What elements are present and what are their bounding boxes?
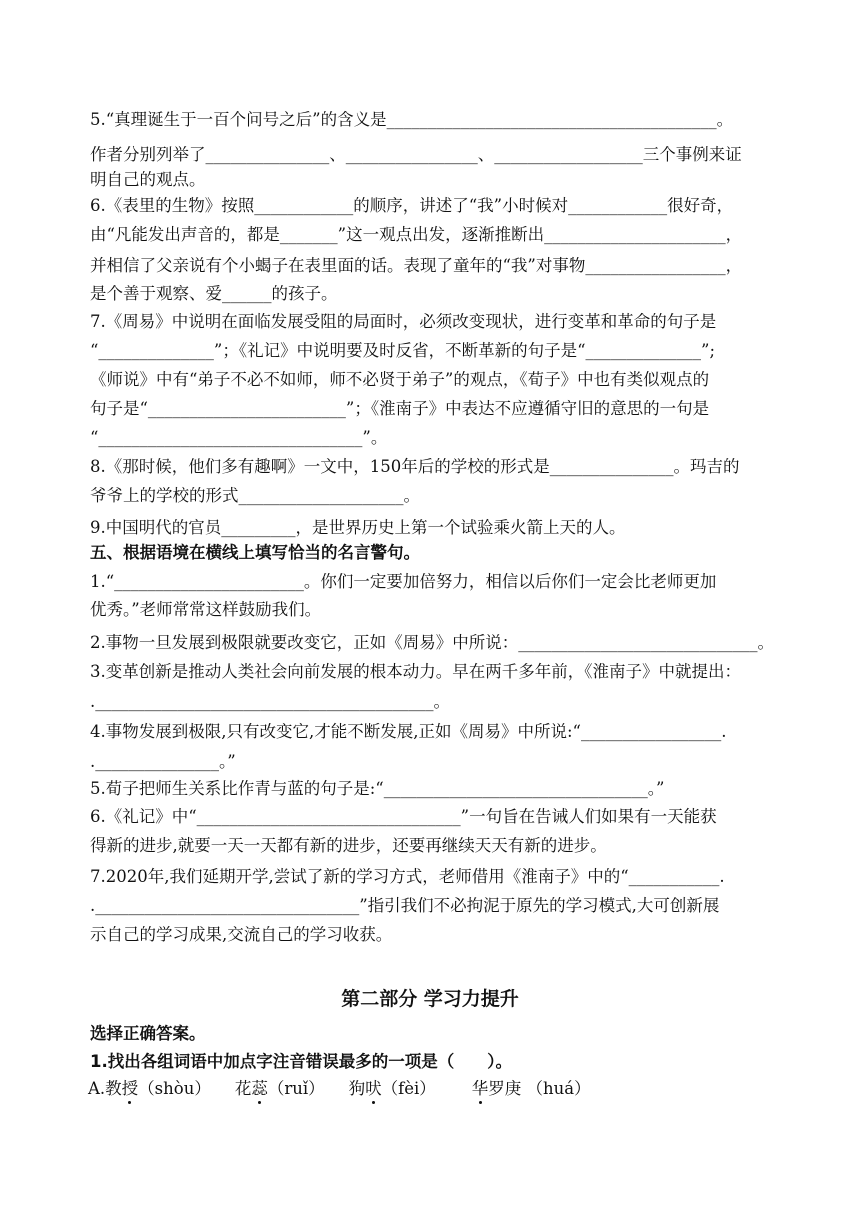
q7-line2: “______________”；《礼记》中说明要及时反省，不断革新的句子是“______________”; — [90, 341, 716, 360]
q7-line5: “________________________________”。 — [90, 428, 388, 447]
q6-line3: 并相信了父亲说有个小蝎子在表里面的话。表现了童年的“我”对事物_________________， — [90, 256, 743, 275]
q8-line2: 爷爷上的学校的形式____________________。 — [90, 486, 420, 505]
q7-line3: 《师说》中有“弟子不必不如师，师不必贤于弟子”的观点，《荀子》中也有类似观点的 — [90, 370, 710, 389]
part-two-title: 第二部分 学习力提升 — [341, 988, 519, 1010]
s5-q3-line2: ._________________________________________。 — [90, 692, 450, 711]
option-a-item-4: 华罗庚 （huá） — [471, 1079, 591, 1098]
q8-line1: 8.《那时候，他们多有趣啊》一文中，150年后的学校的形式是_______________。玛吉的 — [90, 457, 740, 476]
s5-q1-line2: 优秀。”老师常常这样鼓励我们。 — [90, 600, 322, 619]
s5-q6-line1: 6.《礼记》中“________________________________”一句旨在告诫人们如果有一天能获 — [90, 807, 717, 826]
option-a — [88, 1079, 591, 1099]
s5-q6-line2: 得新的进步,就要一天一天都有新的进步，还要再继续天天有新的进步。 — [90, 836, 607, 855]
q6-line2: 由“凡能发出声音的，都是_______”这一观点出发，逐渐推断出______________________， — [90, 225, 743, 244]
option-a-item-1: 教授（shòu） — [105, 1079, 211, 1098]
s5-q2-line1: 2.事物一旦发展到极限就要改变它，正如《周易》中所说：_____________________________。 — [90, 633, 774, 652]
q7-line1: 7.《周易》中说明在面临发展受阻的局面时，必须改变现状，进行变革和革命的句子是 — [90, 312, 717, 331]
section-label: 选择正确答案。 — [90, 1024, 206, 1043]
option-a-item-3: 狗吠（fèi） — [348, 1079, 436, 1098]
s5-q7-line2: .________________________________”指引我们不必拘泥于原先的学习模式,大可创新展 — [90, 896, 720, 915]
q5-line1: 5.“真理诞生于一百个问号之后”的含义是________________________________________。 — [90, 110, 734, 129]
option-a-label: A. — [88, 1079, 106, 1098]
q5-line2: 作者分别列举了_______________、________________、__________________三个事例来证 — [90, 145, 742, 164]
q6-line1: 6.《表里的生物》按照____________的顺序，讲述了“我”小时候对____________很好奇， — [90, 196, 734, 215]
s5-q5-line1: 5.荀子把师生关系比作青与蓝的句子是:“________________________________。” — [90, 779, 665, 798]
q9-line1: 9.中国明代的官员_________，是世界历史上第一个试验乘火箭上天的人。 — [90, 518, 626, 537]
s5-q7-line1: 7.2020年,我们延期开学,尝试了新的学习方式，老师借用《淮南子》中的“___________. — [90, 867, 725, 886]
s5-q4-line1: 4.事物发展到极限,只有改变它,才能不断发展,正如《周易》中所说:“_________________. — [90, 722, 727, 741]
question-1: 1.找出各组词语中加点字注音错误最多的一项是（ ）。 — [90, 1052, 512, 1071]
s5-q1-line1: 1.“_______________________。你们一定要加倍努力，相信以后你们一定会比老师更加 — [90, 572, 717, 591]
q5-line3: 明自己的观点。 — [90, 170, 206, 189]
q7-line4: 句子是“________________________”；《淮南子》中表达不应遵循守旧的意思的一句是 — [90, 399, 710, 418]
q6-line4: 是个善于观察、爱______的孩子。 — [90, 284, 338, 303]
option-a-item-2: 花蕊（ruǐ） — [234, 1079, 325, 1098]
section5-heading: 五、根据语境在横线上填写恰当的名言警句。 — [90, 543, 420, 562]
s5-q3-line1: 3.变革创新是推动人类社会向前发展的根本动力。早在两千多年前，《淮南子》中就提出： — [90, 662, 741, 681]
s5-q7-line3: 示自己的学习成果,交流自己的学习收获。 — [90, 925, 393, 944]
s5-q4-line2: ._______________。” — [90, 752, 236, 771]
